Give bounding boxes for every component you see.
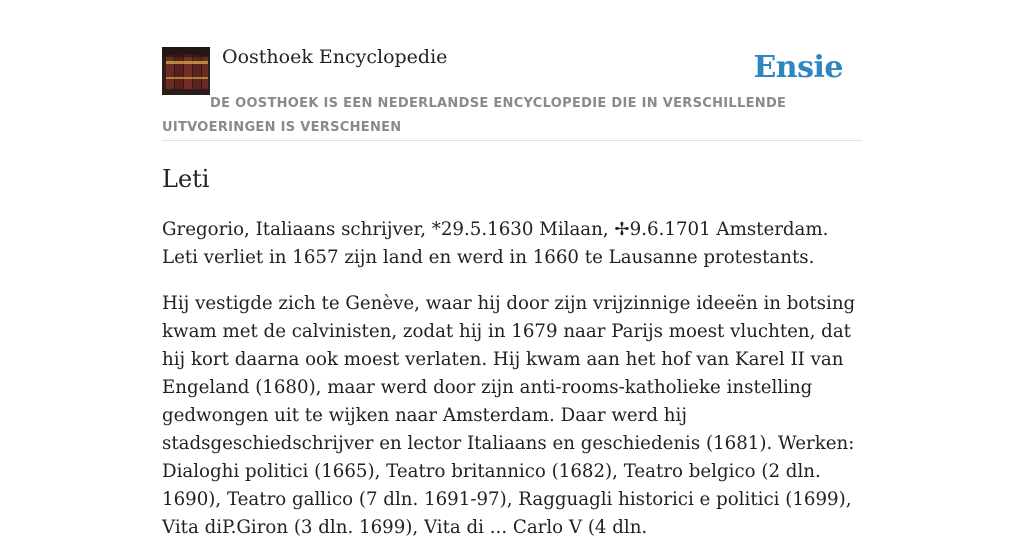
article-title: Leti [162,165,210,193]
source-name[interactable]: Oosthoek Encyclopedie [222,46,448,68]
site-header [162,46,862,141]
article-paragraph: Gregorio, Italiaans schrijver, *29.5.1630 Milaan, ✢9.6.1701 Amsterdam. Leti verliet in 1657 zijn land en werd in 1660 te Lausanne protestants. [162,219,829,268]
encyclopedia-books-icon[interactable] [162,47,210,95]
article [162,160,862,542]
source-tagline: DE OOSTHOEK IS EEN NEDERLANDSE ENCYCLOPEDIE DIE IN VERSCHILLENDE UITVOERINGEN IS VERSCHENEN [162,96,787,135]
brand-logo[interactable]: Ensie [753,50,843,85]
article-paragraph: Hij vestigde zich te Genève, waar hij door zijn vrijzinnige ideeën in botsing kwam met de calvinisten, zodat hij in 1679 naar Parijs moest vluchten, dat hij kort daarna ook moest verlaten. Hij kwam aan het hof van Karel II van Engeland (1680), maar werd door zijn anti-rooms-katholieke instelling gedwongen uit te wijken naar Amsterdam. Daar werd hij stadsgeschiedschrijver en lector Italiaans en geschiedenis (1681). Werken: Dialoghi politici (1665), Teatro britannico (1682), Teatro belgico (2 dln. 1690), Teatro gallico (7 dln. 1691-97), Ragguagli historici e politici (1699), Vita diP.Giron (3 dln. 1699), Vita di ... Carlo V (4 dln. [162,293,856,538]
